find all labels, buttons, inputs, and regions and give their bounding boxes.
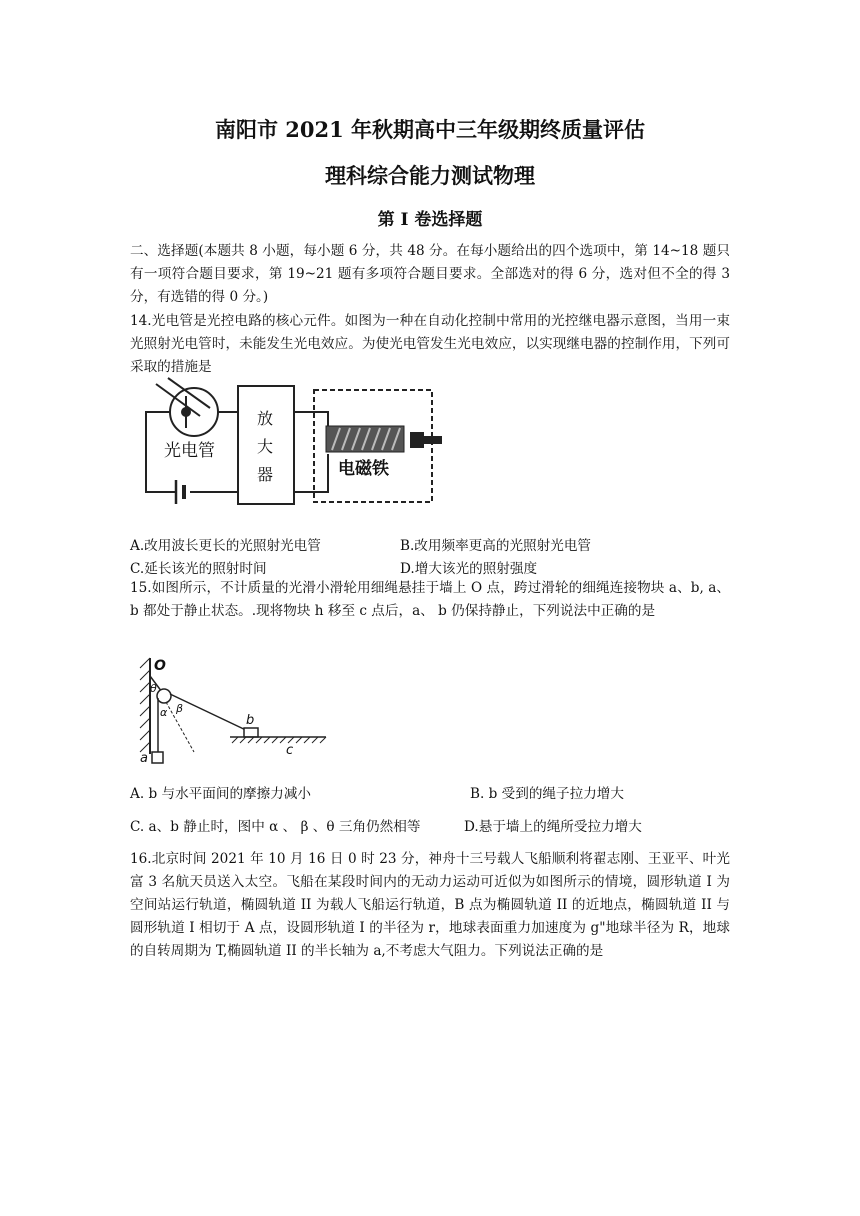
q14-option-d: D.增大该光的照射强度 [400,561,538,577]
pulley [157,689,171,703]
light-ray-line [168,378,210,408]
q15-pulley-figure [136,654,336,770]
phototube-label: 光电管 [164,441,215,461]
q15-option-b: B. b 受到的绳子拉力增大 [470,786,624,802]
armature-block [410,432,424,448]
label-b: b [246,713,255,728]
label-theta: θ [150,682,157,695]
q14-stem: 14.光电管是光控电路的核心元件。如图为一种在自动化控制中常用的光控继电器示意图，当用一束光照射光电管时，未能发生光电效应。为使光电管发生光电效应，以实现继电器的控制作用，下列可采取的措施是 [130,313,730,375]
q15-option-a: A. b 与水平面间的摩擦力减小 [130,786,312,802]
q14-option-b: B.改用频率更高的光照射光电管 [400,538,592,554]
block-b [244,728,258,737]
label-beta: β [176,702,184,715]
electromagnet-label: 电磁铁 [338,459,389,479]
armature-rod [424,436,442,444]
q14-circuit-figure [138,374,450,518]
block-a [152,752,163,763]
q15-option-c: C. a、b 静止时，图中 α 、 β 、θ 三角仍然相等 [130,819,421,835]
instructions: 二、选择题(本题共 8 小题，每小题 6 分，共 48 分。在每小题给出的四个选项中，第 14~18 题只有一项符合题目要求，第 19~21 题有多项符合题目要求。全部选对的得 6 分，选对但不全的得 3 分，有选错的得 0 分。) [130,243,730,305]
label-c: c [286,743,294,758]
label-alpha: α [160,706,168,719]
label-a: a [140,751,148,766]
wire [294,412,328,429]
amplifier-char: 放 [257,409,274,428]
amplifier-char: 器 [257,465,274,484]
q15-option-d: D.悬于墙上的绳所受拉力增大 [464,819,642,835]
q16-stem: 16.北京时间 2021 年 10 月 16 日 0 时 23 分，神舟十三号载人飞船顺利将翟志刚、王亚平、叶光富 3 名航天员送入太空。飞船在某段时间内的无动力运动可近似为如图所示的情境，圆形轨道 I 为空间站运行轨道，椭圆轨道 II 为载人飞船运行轨道，B 点为椭圆轨道 II 的近地点，椭圆轨道 II 与圆形轨道 I 相切于 A 点，设圆形轨道 I 的半径为 r，地球表面重力加速度为 g"地球半径为 R，地球的自转周期为 T,椭圆轨道 II 的半长轴为 a,不考虑大气阻力。下列说法正确的是 [130,851,730,959]
wire [294,454,328,492]
phototube-anode [182,408,190,416]
q15-stem: 15.如图所示，不计质量的光滑小滑轮用细绳悬挂于墙上 O 点，跨过滑轮的细绳连接物块 a、b, a、 b 都处于静止状态。.现将物块 h 移至 c 点后，a、 b 仍保持静止，下列说法中正确的是 [130,580,730,619]
section-title: 第 I 卷选择题 [377,210,483,230]
q14-option-c: C.延长该光的照射时间 [130,561,267,577]
q14-option-a: A.改用波长更长的光照射光电管 [130,538,321,554]
label-o: O [154,658,166,674]
amplifier-char: 大 [257,437,274,456]
exam-title: 南阳市 2021 年秋期高中三年级期终质量评估 [214,117,646,142]
exam-subtitle: 理科综合能力测试物理 [325,163,535,188]
